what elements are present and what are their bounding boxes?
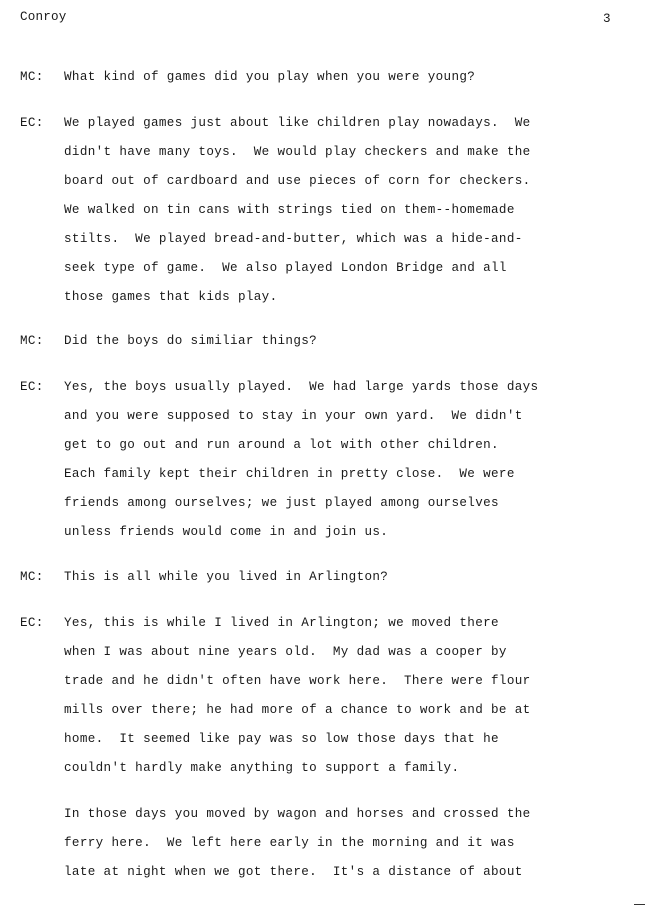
transcript-line: board out of cardboard and use pieces of corn for checkers. bbox=[64, 174, 531, 188]
speaker-label: MC: bbox=[20, 334, 44, 348]
transcript-line: We walked on tin cans with strings tied on them--homemade bbox=[64, 203, 515, 217]
transcript-line: In those days you moved by wagon and horses and crossed the bbox=[64, 807, 531, 821]
transcript-line: Did the boys do similiar things? bbox=[64, 334, 318, 348]
speaker-label: MC: bbox=[20, 70, 44, 84]
transcript-line: mills over there; he had more of a chance to work and be at bbox=[64, 703, 531, 717]
transcript-line: seek type of game. We also played London Bridge and all bbox=[64, 261, 507, 275]
transcript-line: didn't have many toys. We would play checkers and make the bbox=[64, 145, 531, 159]
speaker-label: EC: bbox=[20, 116, 44, 130]
interviewee-name: Conroy bbox=[20, 10, 67, 24]
transcript-line: friends among ourselves; we just played among ourselves bbox=[64, 496, 499, 510]
transcript-line: ferry here. We left here early in the morning and it was bbox=[64, 836, 515, 850]
transcript-line: when I was about nine years old. My dad was a cooper by bbox=[64, 645, 507, 659]
transcript-line: trade and he didn't often have work here. There were flour bbox=[64, 674, 531, 688]
transcript-line: and you were supposed to stay in your own yard. We didn't bbox=[64, 409, 523, 423]
transcript-line: get to go out and run around a lot with other children. bbox=[64, 438, 499, 452]
transcript-line: This is all while you lived in Arlington? bbox=[64, 570, 389, 584]
speaker-label: EC: bbox=[20, 380, 44, 394]
transcript-line: What kind of games did you play when you were young? bbox=[64, 70, 476, 84]
page-continuation-dash bbox=[634, 904, 645, 905]
transcript-line: Each family kept their children in pretty close. We were bbox=[64, 467, 515, 481]
page-number: 3 bbox=[603, 12, 611, 26]
transcript-line: late at night when we got there. It's a distance of about bbox=[64, 865, 523, 879]
transcript-line: couldn't hardly make anything to support a family. bbox=[64, 761, 460, 775]
transcript-line: Yes, this is while I lived in Arlington; we moved there bbox=[64, 616, 499, 630]
speaker-label: MC: bbox=[20, 570, 44, 584]
transcript-line: home. It seemed like pay was so low those days that he bbox=[64, 732, 499, 746]
transcript-line: stilts. We played bread-and-butter, which was a hide-and- bbox=[64, 232, 523, 246]
transcript-line: those games that kids play. bbox=[64, 290, 278, 304]
transcript-line: unless friends would come in and join us. bbox=[64, 525, 389, 539]
speaker-label: EC: bbox=[20, 616, 44, 630]
transcript-line: We played games just about like children play nowadays. We bbox=[64, 116, 531, 130]
transcript-line: Yes, the boys usually played. We had large yards those days bbox=[64, 380, 539, 394]
